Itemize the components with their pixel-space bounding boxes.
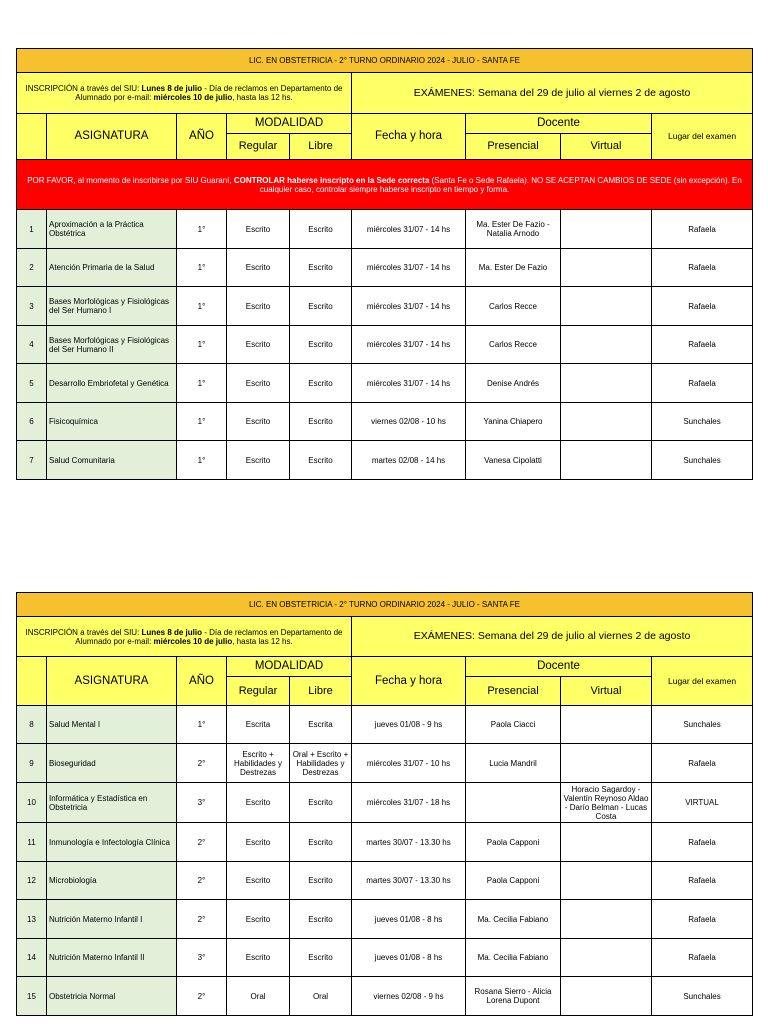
table-row (17, 706, 753, 744)
header-virtual: Virtual (561, 134, 652, 160)
exam-place-cell: Rafaela (652, 744, 753, 783)
header-modalidad: MODALIDAD (227, 657, 352, 677)
header-presencial: Presencial (466, 134, 561, 160)
date-time-cell: jueves 01/08 - 9 hs (352, 706, 466, 744)
virtual-teacher-cell (561, 364, 652, 403)
table-row (17, 939, 753, 977)
subject-cell: Nutrición Materno Infantil II (47, 939, 177, 977)
header-virtual: Virtual (561, 677, 652, 706)
exams-period: EXÁMENES: Semana del 29 de julio al viernes 2 de agosto (352, 73, 753, 114)
header-presencial: Presencial (466, 677, 561, 706)
presencial-teacher-cell: Ma. Cecilia Fabiano (466, 939, 561, 977)
row-number: 14 (17, 939, 47, 977)
virtual-teacher-cell (561, 977, 652, 1016)
year-cell: 2° (177, 900, 227, 939)
row-number: 8 (17, 706, 47, 744)
header-asignatura: ASIGNATURA (47, 657, 177, 706)
exam-place-cell: Rafaela (652, 939, 753, 977)
libre-mode-cell: Escrito (290, 783, 352, 823)
year-cell: 1° (177, 210, 227, 249)
virtual-teacher-cell (561, 900, 652, 939)
libre-mode-cell: Oral (290, 977, 352, 1016)
exam-place-cell: Rafaela (652, 210, 753, 249)
presencial-teacher-cell: Denise Andrés (466, 364, 561, 403)
virtual-teacher-cell (561, 403, 652, 441)
libre-mode-cell: Escrito (290, 249, 352, 287)
exam-place-cell: VIRTUAL (652, 783, 753, 823)
virtual-teacher-cell (561, 441, 652, 480)
subject-cell: Salud Mental I (47, 706, 177, 744)
presencial-teacher-cell: Paola Ciacci (466, 706, 561, 744)
libre-mode-cell: Escrito (290, 862, 352, 900)
sede-warning-notice: POR FAVOR, al momento de inscribirse por SIU Guaraní, CONTROLAR haberse inscripto en la Sede correcta (Santa Fe o Sede Rafaela). NO SE ACEPTAN CAMBIOS DE SEDE (sin excepción). En cualquier caso, controlar siempre haberse inscripto en tiempo y forma. (17, 160, 753, 210)
regular-mode-cell: Escrito (227, 441, 290, 480)
exam-place-cell: Sunchales (652, 706, 753, 744)
subject-cell: Informática y Estadística en Obstetricia (47, 783, 177, 823)
row-number: 9 (17, 744, 47, 783)
table-row (17, 744, 753, 783)
header-regular: Regular (227, 134, 290, 160)
libre-mode-cell: Escrito (290, 326, 352, 364)
regular-mode-cell: Escrito (227, 210, 290, 249)
presencial-teacher-cell: Yanina Chiapero (466, 403, 561, 441)
virtual-teacher-cell (561, 939, 652, 977)
row-number: 12 (17, 862, 47, 900)
presencial-teacher-cell: Carlos Recce (466, 326, 561, 364)
header-lugar: Lugar del examen (652, 114, 753, 160)
libre-mode-cell: Escrito (290, 823, 352, 862)
regular-mode-cell: Escrito (227, 403, 290, 441)
regular-mode-cell: Escrito (227, 900, 290, 939)
virtual-teacher-cell (561, 249, 652, 287)
libre-mode-cell: Escrito (290, 900, 352, 939)
date-time-cell: martes 02/08 - 14 hs (352, 441, 466, 480)
table-row (17, 783, 753, 823)
regular-mode-cell: Escrito (227, 287, 290, 326)
presencial-teacher-cell: Paola Capponi (466, 823, 561, 862)
date-time-cell: jueves 01/08 - 8 hs (352, 939, 466, 977)
header-libre: Libre (290, 677, 352, 706)
virtual-teacher-cell (561, 744, 652, 783)
regular-mode-cell: Escrito + Habilidades y Destrezas (227, 744, 290, 783)
row-number: 2 (17, 249, 47, 287)
row-number: 10 (17, 783, 47, 823)
year-cell: 3° (177, 939, 227, 977)
virtual-teacher-cell: Horacio Sagardoy - Valentín Reynoso Aldao - Darío Belman - Lucas Costa (561, 783, 652, 823)
row-number: 6 (17, 403, 47, 441)
regular-mode-cell: Escrito (227, 783, 290, 823)
row-number: 3 (17, 287, 47, 326)
date-time-cell: miércoles 31/07 - 14 hs (352, 287, 466, 326)
regular-mode-cell: Escrito (227, 939, 290, 977)
year-cell: 1° (177, 326, 227, 364)
table-row (17, 977, 753, 1016)
subject-cell: Desarrollo Embriofetal y Genética (47, 364, 177, 403)
header-modalidad: MODALIDAD (227, 114, 352, 134)
table-row (17, 403, 753, 441)
header-index-cell (17, 657, 47, 706)
date-time-cell: martes 30/07 - 13.30 hs (352, 862, 466, 900)
header-lugar: Lugar del examen (652, 657, 753, 706)
year-cell: 3° (177, 783, 227, 823)
sheet-title: LIC. EN OBSTETRICIA - 2° TURNO ORDINARIO 2024 - JULIO - SANTA FE (17, 593, 753, 617)
header-fecha: Fecha y hora (352, 114, 466, 160)
subject-cell: Bases Morfológicas y Fisiológicas del Ser Humano II (47, 326, 177, 364)
libre-mode-cell: Escrito (290, 403, 352, 441)
header-fecha: Fecha y hora (352, 657, 466, 706)
regular-mode-cell: Escrita (227, 706, 290, 744)
header-asignatura: ASIGNATURA (47, 114, 177, 160)
regular-mode-cell: Escrito (227, 326, 290, 364)
subject-cell: Salud Comunitaria (47, 441, 177, 480)
date-time-cell: miércoles 31/07 - 18 hs (352, 783, 466, 823)
presencial-teacher-cell: Carlos Recce (466, 287, 561, 326)
regular-mode-cell: Escrito (227, 823, 290, 862)
presencial-teacher-cell (466, 783, 561, 823)
subject-cell: Bases Morfológicas y Fisiológicas del Ser Humano I (47, 287, 177, 326)
row-number: 13 (17, 900, 47, 939)
regular-mode-cell: Escrito (227, 249, 290, 287)
regular-mode-cell: Escrito (227, 364, 290, 403)
sheet-title: LIC. EN OBSTETRICIA - 2° TURNO ORDINARIO 2024 - JULIO - SANTA FE (17, 49, 753, 73)
year-cell: 1° (177, 403, 227, 441)
row-number: 5 (17, 364, 47, 403)
libre-mode-cell: Escrito (290, 441, 352, 480)
date-time-cell: viernes 02/08 - 9 hs (352, 977, 466, 1016)
header-index-cell (17, 114, 47, 160)
year-cell: 1° (177, 706, 227, 744)
header-docente: Docente (466, 114, 652, 134)
presencial-teacher-cell: Vanesa Cipolatti (466, 441, 561, 480)
header-regular: Regular (227, 677, 290, 706)
date-time-cell: martes 30/07 - 13.30 hs (352, 823, 466, 862)
presencial-teacher-cell: Rosana Sierro - Alicia Lorena Dupont (466, 977, 561, 1016)
virtual-teacher-cell (561, 706, 652, 744)
date-time-cell: miércoles 31/07 - 14 hs (352, 249, 466, 287)
row-number: 15 (17, 977, 47, 1016)
libre-mode-cell: Escrito (290, 939, 352, 977)
header-anio: AÑO (177, 114, 227, 160)
virtual-teacher-cell (561, 326, 652, 364)
presencial-teacher-cell: Ma. Ester De Fazio (466, 249, 561, 287)
table-row (17, 441, 753, 480)
year-cell: 2° (177, 977, 227, 1016)
row-number: 11 (17, 823, 47, 862)
table-row (17, 900, 753, 939)
libre-mode-cell: Escrita (290, 706, 352, 744)
year-cell: 1° (177, 441, 227, 480)
header-libre: Libre (290, 134, 352, 160)
table-row (17, 364, 753, 403)
table-row (17, 210, 753, 249)
date-time-cell: miércoles 31/07 - 14 hs (352, 326, 466, 364)
virtual-teacher-cell (561, 823, 652, 862)
year-cell: 1° (177, 249, 227, 287)
presencial-teacher-cell: Lucia Mandril (466, 744, 561, 783)
subject-cell: Bioseguridad (47, 744, 177, 783)
date-time-cell: miércoles 31/07 - 14 hs (352, 364, 466, 403)
row-number: 4 (17, 326, 47, 364)
virtual-teacher-cell (561, 210, 652, 249)
exams-period: EXÁMENES: Semana del 29 de julio al viernes 2 de agosto (352, 617, 753, 657)
exam-schedule-table-2 (16, 592, 753, 1016)
subject-cell: Microbiología (47, 862, 177, 900)
virtual-teacher-cell (561, 287, 652, 326)
date-time-cell: miércoles 31/07 - 10 hs (352, 744, 466, 783)
regular-mode-cell: Oral (227, 977, 290, 1016)
table-row (17, 326, 753, 364)
date-time-cell: jueves 01/08 - 8 hs (352, 900, 466, 939)
exam-place-cell: Rafaela (652, 287, 753, 326)
libre-mode-cell: Escrito (290, 364, 352, 403)
header-docente: Docente (466, 657, 652, 677)
libre-mode-cell: Escrito (290, 287, 352, 326)
exam-place-cell: Rafaela (652, 823, 753, 862)
row-number: 7 (17, 441, 47, 480)
exam-place-cell: Rafaela (652, 249, 753, 287)
inscription-info: INSCRIPCIÓN a través del SIU: Lunes 8 de julio - Día de reclamos en Departamento de Alumnado por e-mail: miércoles 10 de julio, hasta las 12 hs. (17, 73, 352, 114)
date-time-cell: miércoles 31/07 - 14 hs (352, 210, 466, 249)
date-time-cell: viernes 02/08 - 10 hs (352, 403, 466, 441)
exam-schedule-table-1 (16, 48, 753, 480)
exam-place-cell: Rafaela (652, 326, 753, 364)
regular-mode-cell: Escrito (227, 862, 290, 900)
virtual-teacher-cell (561, 862, 652, 900)
table-row (17, 862, 753, 900)
table-row (17, 287, 753, 326)
table-row (17, 249, 753, 287)
year-cell: 2° (177, 862, 227, 900)
row-number: 1 (17, 210, 47, 249)
subject-cell: Aproximación a la Práctica Obstétrica (47, 210, 177, 249)
header-anio: AÑO (177, 657, 227, 706)
year-cell: 2° (177, 823, 227, 862)
presencial-teacher-cell: Paola Capponi (466, 862, 561, 900)
subject-cell: Fisicoquímica (47, 403, 177, 441)
exam-place-cell: Sunchales (652, 403, 753, 441)
exam-place-cell: Sunchales (652, 977, 753, 1016)
subject-cell: Obstetricia Normal (47, 977, 177, 1016)
inscription-info: INSCRIPCIÓN a través del SIU: Lunes 8 de julio - Día de reclamos en Departamento de Alumnado por e-mail: miércoles 10 de julio, hasta las 12 hs. (17, 617, 352, 657)
exam-place-cell: Rafaela (652, 900, 753, 939)
presencial-teacher-cell: Ma. Cecilia Fabiano (466, 900, 561, 939)
table-row (17, 823, 753, 862)
libre-mode-cell: Oral + Escrito + Habilidades y Destrezas (290, 744, 352, 783)
year-cell: 1° (177, 287, 227, 326)
exam-place-cell: Rafaela (652, 862, 753, 900)
subject-cell: Inmunología e Infectología Clínica (47, 823, 177, 862)
year-cell: 1° (177, 364, 227, 403)
subject-cell: Nutrición Materno Infantil I (47, 900, 177, 939)
exam-place-cell: Rafaela (652, 364, 753, 403)
subject-cell: Atención Primaria de la Salud (47, 249, 177, 287)
libre-mode-cell: Escrito (290, 210, 352, 249)
presencial-teacher-cell: Ma. Ester De Fazio - Natalia Arnodo (466, 210, 561, 249)
exam-place-cell: Sunchales (652, 441, 753, 480)
year-cell: 2° (177, 744, 227, 783)
